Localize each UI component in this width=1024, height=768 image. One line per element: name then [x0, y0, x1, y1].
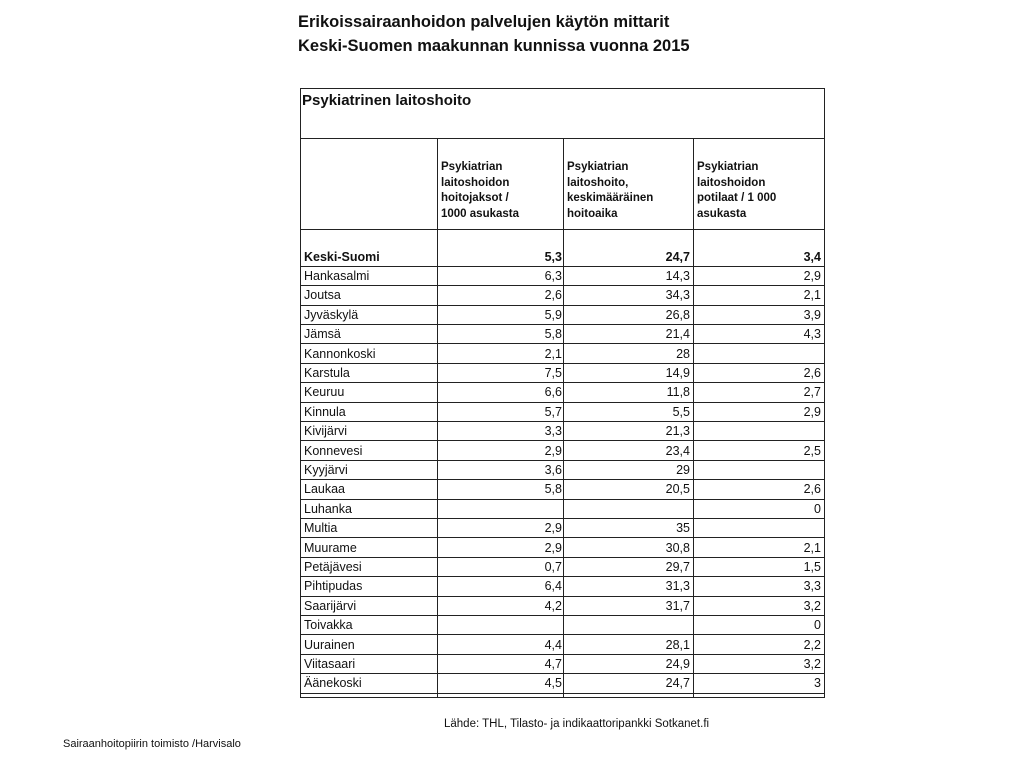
avg-duration-cell: 5,5 — [672, 404, 690, 419]
patients-cell: 2,6 — [803, 365, 821, 380]
episodes-cell: 4,2 — [544, 598, 562, 613]
patients-cell: 2,1 — [803, 540, 821, 555]
avg-duration-cell: 14,9 — [665, 365, 690, 380]
episodes-cell: 7,5 — [544, 365, 562, 380]
municipality-cell: Luhanka — [304, 501, 352, 516]
patients-cell: 3 — [814, 676, 821, 691]
table-row — [300, 325, 825, 344]
episodes-cell: 4,5 — [544, 676, 562, 691]
avg-duration-cell: 31,3 — [665, 579, 690, 594]
episodes-cell: 0,7 — [544, 559, 562, 574]
municipality-cell: Multia — [304, 521, 338, 536]
table-row — [300, 403, 825, 422]
patients-cell: 3,9 — [803, 307, 821, 322]
avg-duration-cell: 26,8 — [665, 307, 690, 322]
patients-cell: 4,3 — [803, 327, 821, 342]
municipality-cell: Jämsä — [304, 327, 341, 342]
table-row — [300, 442, 825, 461]
table-row — [300, 461, 825, 480]
municipality-cell: Saarijärvi — [304, 598, 357, 613]
municipality-cell: Kinnula — [304, 404, 346, 419]
patients-cell: 2,2 — [803, 637, 821, 652]
municipality-cell: Äänekoski — [304, 676, 362, 691]
municipality-cell: Joutsa — [304, 288, 341, 303]
municipality-cell: Uurainen — [304, 637, 355, 652]
page-title — [298, 10, 690, 58]
episodes-cell: 5,8 — [544, 327, 562, 342]
table-row — [300, 558, 825, 577]
patients-cell: 0 — [814, 618, 821, 633]
episodes-cell: 2,9 — [544, 521, 562, 536]
column-header-patients: Psykiatrian laitoshoidon potilaat / 1 000 asukasta — [697, 161, 777, 220]
patients-cell: 3,2 — [803, 656, 821, 671]
municipality-cell: Petäjävesi — [304, 559, 362, 574]
avg-duration-cell: 24,7 — [665, 249, 690, 264]
avg-duration-cell: 34,3 — [665, 288, 690, 303]
table-row — [300, 364, 825, 383]
episodes-cell: 6,6 — [544, 385, 562, 400]
episodes-cell: 5,8 — [544, 482, 562, 497]
patients-cell: 3,4 — [803, 249, 821, 264]
avg-duration-cell: 11,8 — [666, 385, 690, 400]
patients-cell: 3,3 — [803, 579, 821, 594]
table-row — [300, 500, 825, 519]
patients-cell: 1,5 — [803, 559, 821, 574]
municipality-cell: Viitasaari — [304, 656, 356, 671]
municipality-cell: Jyväskylä — [304, 307, 359, 322]
episodes-cell: 5,9 — [544, 307, 562, 322]
episodes-cell: 3,3 — [544, 424, 562, 439]
table-section-title: Psykiatrinen laitoshoito — [302, 92, 472, 109]
municipality-cell: Muurame — [304, 540, 357, 555]
table-row — [300, 345, 825, 364]
avg-duration-cell: 21,4 — [665, 327, 690, 342]
table-row — [300, 480, 825, 499]
table-row — [300, 597, 825, 616]
title-line-1: Erikoissairaanhoidon palvelujen käytön mittarit — [298, 13, 670, 31]
table-row — [300, 267, 825, 286]
title-line-2: Keski-Suomen maakunnan kunnissa vuonna 2015 — [298, 37, 690, 55]
patients-cell: 2,5 — [803, 443, 821, 458]
municipality-cell: Konnevesi — [304, 443, 363, 458]
avg-duration-cell: 24,7 — [665, 676, 690, 691]
table-row — [300, 655, 825, 674]
avg-duration-cell: 28,1 — [665, 637, 690, 652]
column-header-avg-duration: Psykiatrian laitoshoito, keskimääräinen hoitoaika — [567, 161, 654, 220]
episodes-cell: 3,6 — [544, 462, 562, 477]
episodes-cell: 4,7 — [544, 656, 562, 671]
patients-cell: 2,7 — [803, 385, 821, 400]
avg-duration-cell: 35 — [676, 521, 690, 536]
footer-credit: Sairaanhoitopiirin toimisto /Harvisalo — [63, 738, 241, 750]
episodes-cell: 2,9 — [544, 540, 562, 555]
municipality-cell: Laukaa — [304, 482, 346, 497]
municipality-cell: Keuruu — [304, 385, 345, 400]
avg-duration-cell: 29,7 — [665, 559, 690, 574]
patients-cell: 3,2 — [803, 598, 821, 613]
avg-duration-cell: 14,3 — [665, 268, 690, 283]
avg-duration-cell: 28 — [676, 346, 690, 361]
municipality-cell: Kannonkoski — [304, 346, 376, 361]
avg-duration-cell: 31,7 — [665, 598, 690, 613]
avg-duration-cell: 21,3 — [665, 424, 690, 439]
table-row — [300, 539, 825, 558]
patients-cell: 2,1 — [803, 288, 821, 303]
municipality-cell: Karstula — [304, 365, 350, 380]
avg-duration-cell: 29 — [676, 462, 690, 477]
municipality-cell: Pihtipudas — [304, 579, 363, 594]
table-row — [300, 306, 825, 325]
episodes-cell: 6,4 — [544, 579, 562, 594]
table-row — [300, 519, 825, 538]
table-row — [300, 286, 825, 305]
municipality-cell: Hankasalmi — [304, 268, 370, 283]
patients-cell: 2,9 — [803, 404, 821, 419]
table-row — [300, 616, 825, 635]
episodes-cell: 6,3 — [544, 268, 562, 283]
avg-duration-cell: 23,4 — [665, 443, 690, 458]
table-row — [300, 248, 825, 267]
table-row — [300, 422, 825, 441]
table-row — [300, 383, 825, 402]
avg-duration-cell: 30,8 — [665, 540, 690, 555]
patients-cell: 2,9 — [803, 268, 821, 283]
table-row — [300, 636, 825, 655]
episodes-cell: 2,6 — [544, 288, 562, 303]
avg-duration-cell: 24,9 — [665, 656, 690, 671]
episodes-cell: 5,7 — [544, 404, 562, 419]
municipality-cell: Kivijärvi — [304, 424, 348, 439]
municipality-cell: Kyyjärvi — [304, 462, 348, 477]
column-header-episodes: Psykiatrian laitoshoidon hoitojaksot / 1000 asukasta — [441, 161, 520, 220]
episodes-cell: 2,1 — [544, 346, 562, 361]
municipality-cell: Toivakka — [304, 618, 353, 633]
municipality-cell: Keski-Suomi — [304, 249, 380, 264]
table-row — [300, 577, 825, 596]
patients-cell: 2,6 — [803, 482, 821, 497]
episodes-cell: 2,9 — [544, 443, 562, 458]
episodes-cell: 4,4 — [544, 637, 562, 652]
patients-cell: 0 — [814, 501, 821, 516]
table-row — [300, 674, 825, 693]
source-note: Lähde: THL, Tilasto- ja indikaattoripankki Sotkanet.fi — [444, 718, 710, 730]
avg-duration-cell: 20,5 — [665, 482, 690, 497]
episodes-cell: 5,3 — [544, 249, 562, 264]
